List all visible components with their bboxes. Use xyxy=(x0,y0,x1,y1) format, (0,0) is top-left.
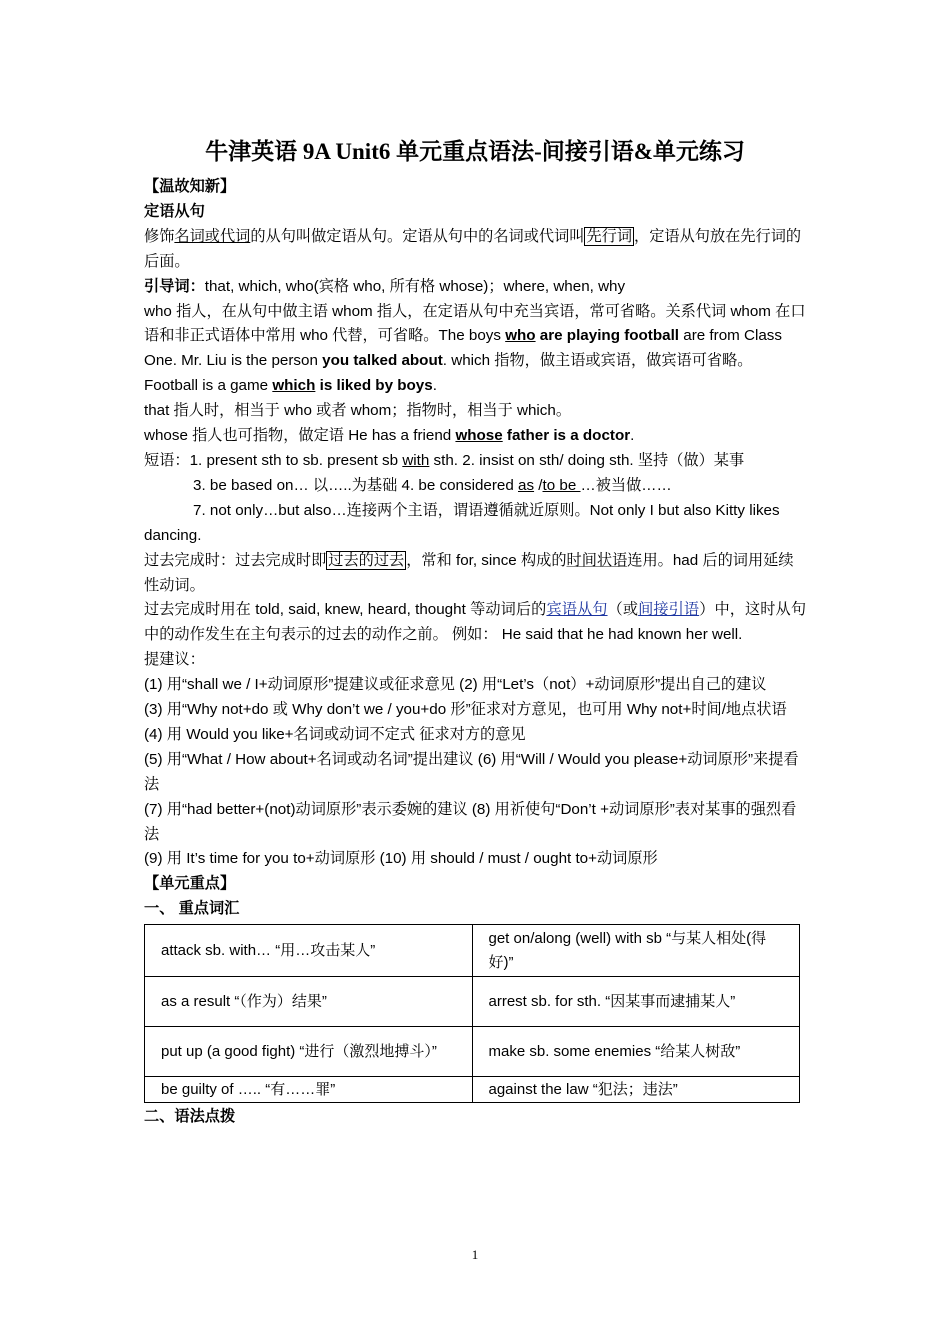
table-row xyxy=(145,1077,800,1103)
guide-words-line: 引导词：that, which, who(宾格 who, 所有格 whose)；where, when, why xyxy=(144,277,626,295)
boxed-term: 先行词 xyxy=(586,227,632,245)
suggestion-1: (1) 用“shall we / I+动词原形”提建议或征求意见 (2) 用“Let’s（not）+动词原形”提出自己的建议 xyxy=(144,676,767,694)
underlined-term: 名词或代词 xyxy=(174,227,251,245)
object-clause-link[interactable]: 宾语从句 xyxy=(546,601,608,619)
table-cell: be guilty of ….. “有……罪” xyxy=(145,1077,473,1103)
definition-paragraph: 修饰名词或代词的从句叫做定语从句。定语从句中的名词或代词叫 先行词 ，定语从句放在先行词的后面。 xyxy=(144,227,802,270)
phrases-line-2: 3. be based on… 以…..为基础 4. be considered as /to be …被当做…… xyxy=(193,476,672,494)
table-row xyxy=(145,925,800,977)
table-cell: against the law “犯法；违法” xyxy=(472,1077,800,1103)
past-perfect-paragraph-1: 过去完成时：过去完成时即 过去的过去 ，常和 for, since 构成的时间状语连用。had 后的词用延续性动词。 xyxy=(144,551,794,594)
suggestion-3: (4) 用 Would you like+名词或动词不定式 征求对方的意见 xyxy=(144,725,526,743)
whose-line: whose 指人也可指物，做定语 He has a friend whose father is a doctor. xyxy=(144,427,635,445)
indirect-speech-link[interactable]: 间接引语 xyxy=(638,601,700,619)
past-perfect-paragraph-2: 过去完成时用在 told, said, knew, heard, thought 等动词后的宾语从句（或间接引语）中，这时从句中的动作发生在主句表示的过去的动作之前。 例如： He said that he had known her well. xyxy=(144,601,807,644)
suggestion-5: (7) 用“had better+(not)动词原形”表示委婉的建议 (8) 用祈使句“Don’t +动词原形”表对某事的强烈看法 xyxy=(144,800,797,843)
review-header: 【温故知新】 xyxy=(144,178,236,195)
attr-clause-header: 定语从句 xyxy=(144,202,205,220)
suggestion-header: 提建议： xyxy=(144,651,205,669)
who-which-paragraph: who 指人，在从句中做主语 whom 指人，在定语从句中充当宾语，常可省略。关系代词 whom 在口语和非正式语体中常用 who 代替，可省略。The boys who are playing football are from Class One. Mr. Liu is the person you talked about. which 指物，做主语或宾语，做宾语可省略。Football is a game which is liked by boys. xyxy=(144,302,806,395)
suggestion-4: (5) 用“What / How about+名词或动名词”提出建议 (6) 用“Will / Would you please+动词原形”来提看法 xyxy=(144,750,799,793)
document-body xyxy=(144,175,806,1130)
suggestion-6: (9) 用 It’s time for you to+动词原形 (10) 用 should / must / ought to+动词原形 xyxy=(144,850,658,868)
boxed-term: 过去的过去 xyxy=(328,551,405,569)
page-title: 牛津英语 9A Unit6 单元重点语法-间接引语&单元练习 xyxy=(205,139,745,164)
suggestion-2: (3) 用“Why not+do 或 Why don’t we / you+do 形”征求对方意见，也可用 Why not+时间/地点状语 xyxy=(144,701,787,719)
vocab-table xyxy=(144,924,800,1103)
table-cell: attack sb. with… “用…攻击某人” xyxy=(145,925,473,977)
table-cell: as a result “（作为）结果” xyxy=(145,977,473,1027)
table-row xyxy=(145,1027,800,1077)
that-line: that 指人时，相当于 who 或者 whom；指物时，相当于 which。 xyxy=(144,402,572,420)
unit-header: 【单元重点】 xyxy=(144,875,236,893)
table-cell: make sb. some enemies “给某人树敌” xyxy=(472,1027,800,1077)
phrases-line-1: 短语：1. present sth to sb. present sb with sth. 2. insist on sth/ doing sth. 坚持（做）某事 xyxy=(144,451,745,469)
table-cell: get on/along (well) with sb “与某人相处(得好)” xyxy=(472,925,800,977)
table-row xyxy=(145,977,800,1027)
table-cell: arrest sb. for sth. “因某事而逮捕某人” xyxy=(472,977,800,1027)
vocab-header: 一、 重点词汇 xyxy=(144,900,240,918)
page-number: 1 xyxy=(471,1247,479,1262)
grammar-header: 二、语法点拨 xyxy=(144,1108,236,1126)
table-cell: put up (a good fight) “进行（激烈地搏斗）” xyxy=(145,1027,473,1077)
phrases-line-3: 7. not only…but also…连接两个主语，谓语遵循就近原则。Not only I but also Kitty likes dancing. xyxy=(144,501,780,544)
